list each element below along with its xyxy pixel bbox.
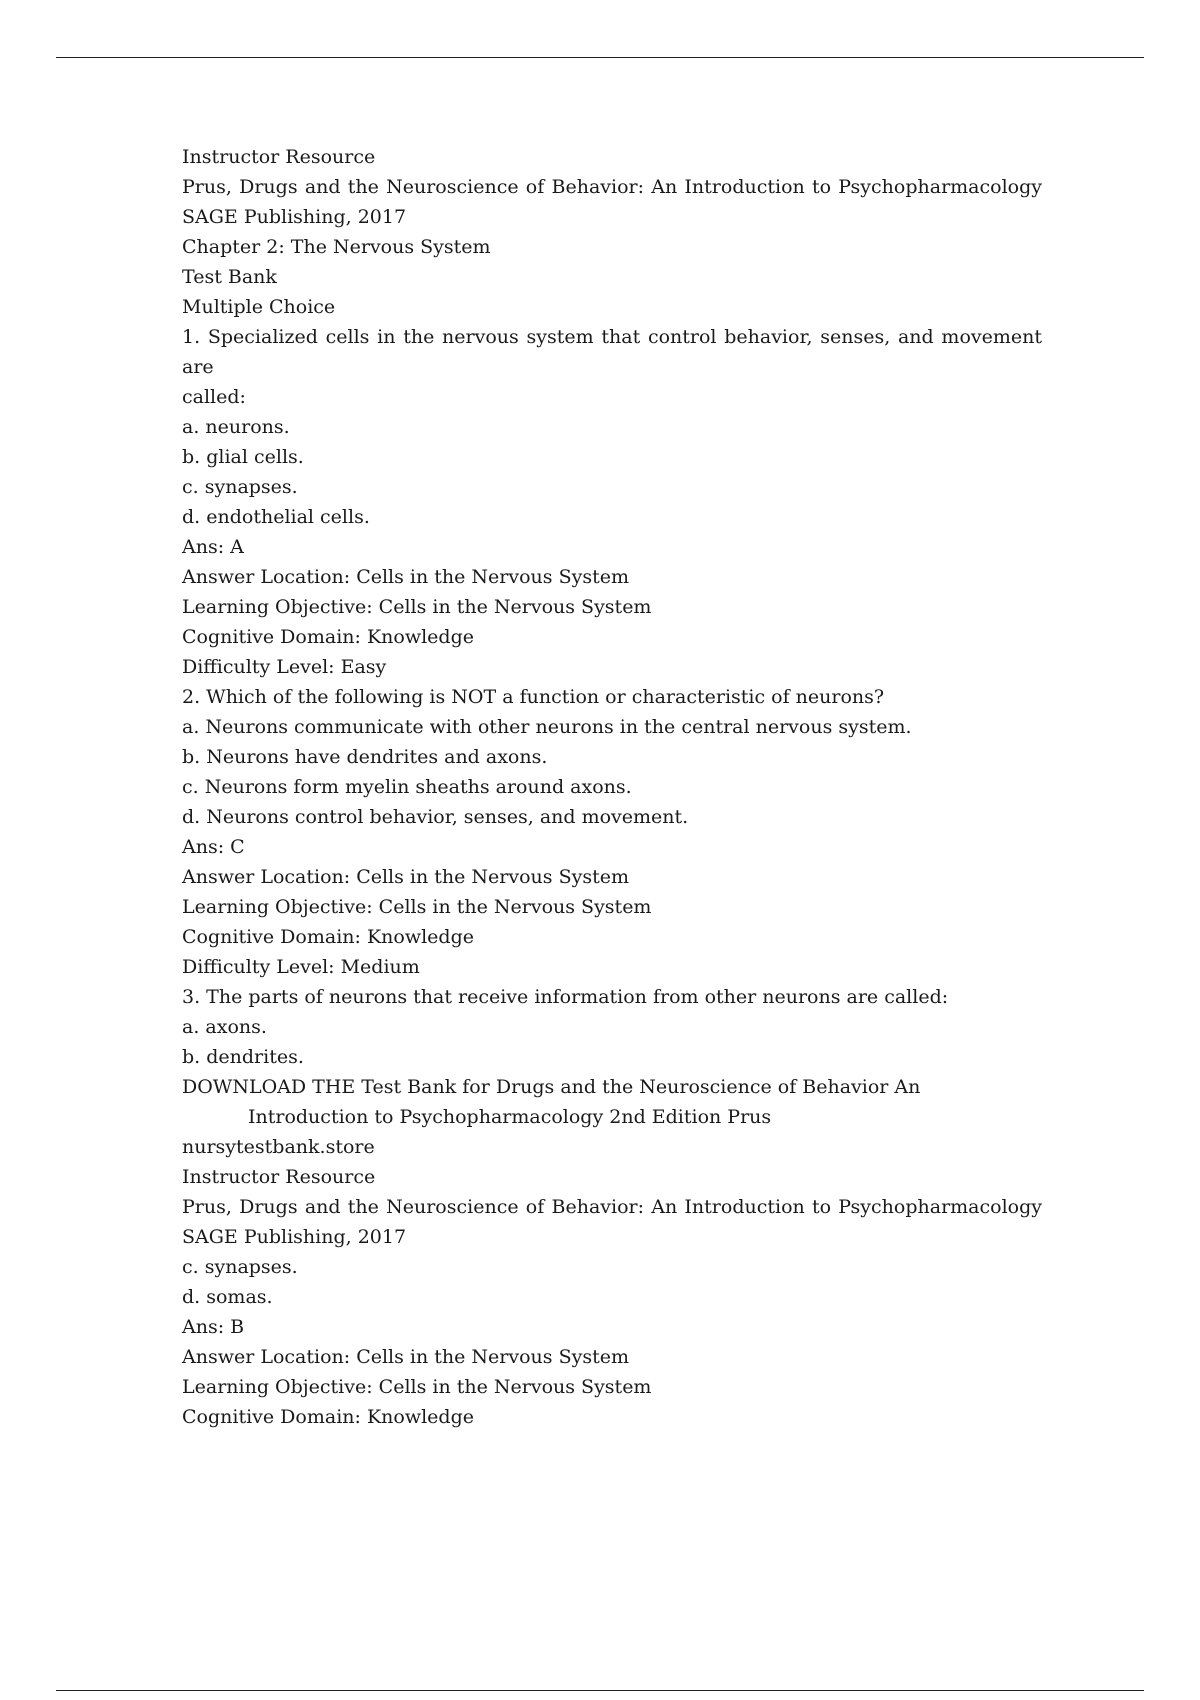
header-rule — [56, 57, 1144, 58]
footer-rule — [56, 1690, 1144, 1691]
question-2-text: 2. Which of the following is NOT a function or characteristic of neurons? — [182, 686, 885, 708]
question-3-option-a: a. axons. — [182, 1016, 267, 1038]
question-2-option-c: c. Neurons form myelin sheaths around axons. — [182, 776, 632, 798]
question-1-answer: Ans: A — [182, 536, 244, 558]
question-3-cognitive-domain: Cognitive Domain: Knowledge — [182, 1406, 474, 1428]
resource-label: Instructor Resource — [182, 146, 376, 168]
question-2-option-d: d. Neurons control behavior, senses, and movement. — [182, 806, 689, 828]
question-3-answer: Ans: B — [182, 1316, 245, 1338]
question-3-option-b: b. dendrites. — [182, 1046, 304, 1068]
chapter-title: Chapter 2: The Nervous System — [182, 236, 491, 258]
download-notice-cont: Introduction to Psychopharmacology 2nd Edition Prus — [248, 1106, 772, 1128]
question-2-cognitive-domain: Cognitive Domain: Knowledge — [182, 926, 474, 948]
resource-label-repeat: Instructor Resource — [182, 1166, 376, 1188]
question-type: Multiple Choice — [182, 296, 336, 318]
question-3-option-d: d. somas. — [182, 1286, 273, 1308]
question-3-option-c: c. synapses. — [182, 1256, 298, 1278]
question-1-learning-objective: Learning Objective: Cells in the Nervous System — [182, 596, 652, 618]
question-2-answer-location: Answer Location: Cells in the Nervous System — [182, 866, 629, 888]
question-3-learning-objective: Learning Objective: Cells in the Nervous System — [182, 1376, 652, 1398]
question-3-answer-location: Answer Location: Cells in the Nervous System — [182, 1346, 629, 1368]
question-1-option-b: b. glial cells. — [182, 446, 304, 468]
question-1-difficulty: Difficulty Level: Easy — [182, 656, 387, 678]
question-3-text: 3. The parts of neurons that receive information from other neurons are called: — [182, 986, 949, 1008]
question-1-option-d: d. endothelial cells. — [182, 506, 370, 528]
question-1-text: 1. Specialized cells in the nervous system that control behavior, senses, and movement — [182, 326, 1042, 348]
question-1-option-c: c. synapses. — [182, 476, 298, 498]
question-1-text-cont: are — [182, 356, 214, 378]
download-notice: DOWNLOAD THE Test Bank for Drugs and the Neuroscience of Behavior An — [182, 1076, 921, 1098]
site-name: nursytestbank.store — [182, 1136, 375, 1158]
book-title-repeat: Prus, Drugs and the Neuroscience of Behavior: An Introduction to Psychopharmacology — [182, 1196, 1042, 1218]
question-2-difficulty: Difficulty Level: Medium — [182, 956, 420, 978]
question-2-option-b: b. Neurons have dendrites and axons. — [182, 746, 548, 768]
question-2-learning-objective: Learning Objective: Cells in the Nervous System — [182, 896, 652, 918]
question-1-option-a: a. neurons. — [182, 416, 290, 438]
publisher: SAGE Publishing, 2017 — [182, 206, 407, 228]
section-title: Test Bank — [182, 266, 277, 288]
book-title: Prus, Drugs and the Neuroscience of Behavior: An Introduction to Psychopharmacology — [182, 176, 1042, 198]
question-2-answer: Ans: C — [182, 836, 245, 858]
question-1-cognitive-domain: Cognitive Domain: Knowledge — [182, 626, 474, 648]
document-body — [182, 142, 1042, 1432]
question-2-option-a: a. Neurons communicate with other neurons in the central nervous system. — [182, 716, 912, 738]
publisher-repeat: SAGE Publishing, 2017 — [182, 1226, 407, 1248]
question-1-answer-location: Answer Location: Cells in the Nervous System — [182, 566, 629, 588]
question-1-text-cont: called: — [182, 386, 246, 408]
